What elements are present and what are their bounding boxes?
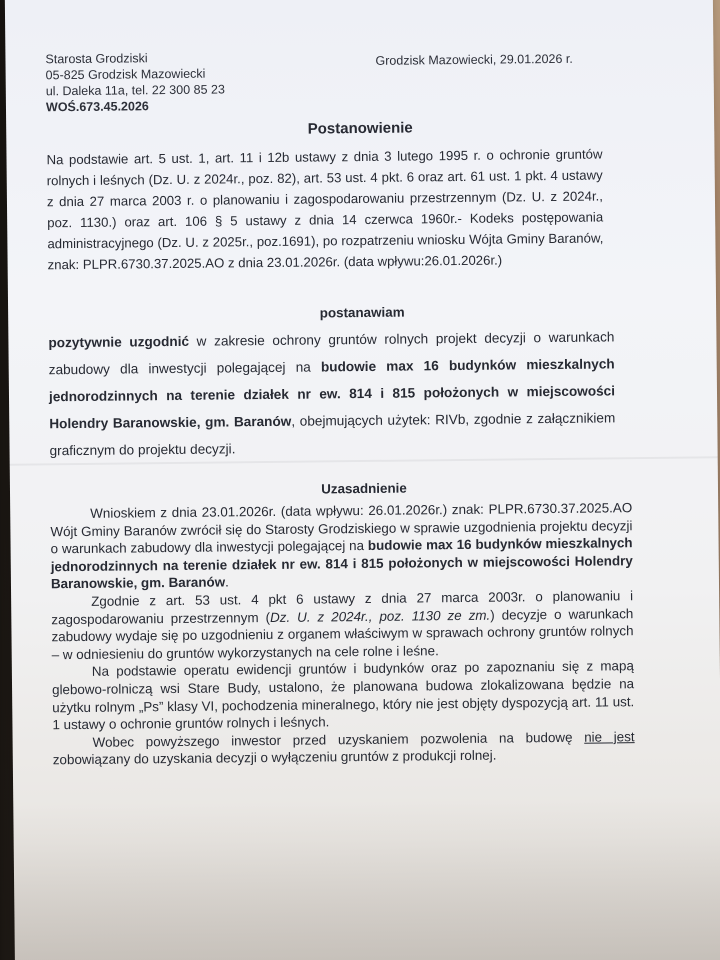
justification-paragraph-4: Wobec powyższego inwestor przed uzyskaniem pozwolenia na budowę nie jest zobowiązany do uzyskania decyzji o wyłączeniu gruntów z produkcji rolnej. — [52, 728, 635, 768]
decision-paragraph — [48, 323, 615, 464]
issuer-block — [45, 49, 225, 115]
issuer-address: ul. Daleka 11a, tel. 22 300 85 23 — [45, 82, 225, 99]
document-page — [5, 0, 720, 960]
decision-verb: pozytywnie uzgodnić — [48, 333, 190, 351]
legal-basis-paragraph: Na podstawie art. 5 ust. 1, art. 11 i 12b ustawy z dnia 3 lutego 1995 r. o ochronie gruntów rolnych i leśnych (Dz. U. z 2024r., poz. 82), art. 53 ust. 4 pkt. 6 oraz art. 61 ust. 1 pkt. 4 ustawy z dnia 27 marca 2003 r. o planowaniu i zagospodarowaniu przestrzennym (Dz. U. z 2024r., poz. 1130.) oraz art. 106 § 5 ustawy z dnia 14 czerwca 1960r.- Kodeks postępowania administracyjnego (Dz. U. z 2025r., poz.1691), po rozpatrzeniu wniosku Wójta Gminy Baranów, znak: PLPR.6730.37.2025.AO z dnia 23.01.2026r. (data wpływu:26.01.2026r.) — [46, 146, 604, 273]
justification-paragraph-1: Wnioskiem z dnia 23.01.2026r. (data wpływu: 26.01.2026r.) znak: PLPR.6730.37.2025.AO Wójt Gminy Baranów zwrócił się do Starosty Grodziskiego w sprawie uzgodnienia projektu decyzji o warunkach zabudowy dla inwestycji polegającej na budowie max 16 budynków mieszkalnych jednorodzinnych na terenie działek nr ew. 814 i 815 położonych w miejscowości Holendry Baranowskie, gm. Baranów. — [50, 500, 633, 592]
decision-text-1: w zakresie ochrony gruntów rolnych projekt decyzji o warunkach zabudowy dla inwestycji polegającej na — [48, 329, 615, 378]
issuer-city: 05-825 Grodzisk Mazowiecki — [45, 66, 206, 83]
journal-citation: Dz. U. z 2024r., poz. 1130 ze zm. — [269, 607, 491, 625]
underlined-phrase: nie jest — [584, 728, 635, 745]
justification-heading: Uzasadnienie — [321, 480, 407, 497]
case-reference: WOŚ.673.45.2026 — [45, 99, 149, 115]
decision-investment: budowie max 16 budynków mieszkalnych jednorodzinnych na terenie działek nr ew. 814 i 815 położonych w miejscowości Holendry Baranowskie, gm. Baranów — [48, 356, 616, 432]
issuer-name: Starosta Grodziski — [45, 51, 148, 67]
justification-investment: budowie max 16 budynków mieszkalnych jednorodzinnych na terenie działek nr ew. 814 i 815 położonych w miejscowości Holendry Baranowskie, gm. Baranów — [50, 535, 633, 592]
page-shadow — [13, 796, 720, 960]
justification-paragraph-3: Na podstawie operatu ewidencji gruntów i budynków oraz po zapoznaniu się z mapą glebowo-rolniczą wsi Stare Budy, ustalono, że planowana budowa zlokalizowana będzie na użytku rolnym „Ps” klasy VI, pochodzenia mineralnego, który nie jest objęty dyspozycją art. 11 ust. 1 ustawy o ochronie gruntów rolnych i leśnych. — [51, 658, 635, 733]
decision-heading: postanawiam — [319, 304, 405, 321]
document-title: Postanowienie — [307, 119, 413, 138]
justification-paragraph-2: Zgodnie z art. 53 ust. 4 pkt 6 ustawy z dnia 27 marca 2003r. o planowaniu i zagospodarowaniu przestrzennym (Dz. U. z 2024r., poz. 1130 ze zm.) decyzje o warunkach zabudowy wydaje się po uzgodnieniu z organem właściwym w sprawach ochrony gruntów rolnych – w odniesieniu do gruntów wykorzystanych na cele rolne i leśne. — [51, 588, 634, 663]
place-and-date: Grodzisk Mazowiecki, 29.01.2026 r. — [375, 51, 573, 68]
justification-body — [50, 499, 635, 769]
decision-text-2: , obejmujących użytek: RIVb, zgodnie z załącznikiem graficznym do projektu decyzji. — [49, 410, 616, 459]
